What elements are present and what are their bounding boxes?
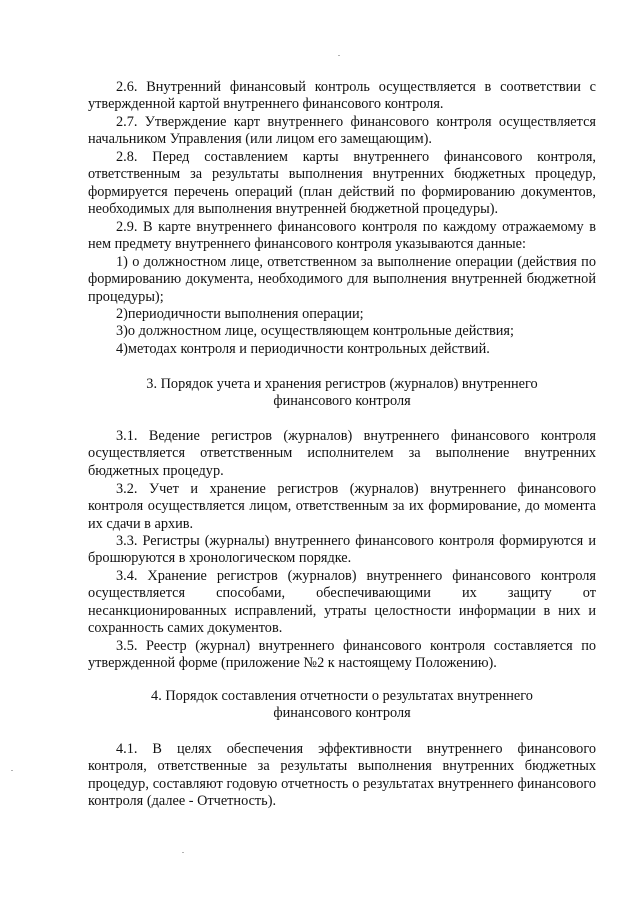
text-line: 2)периодичности выполнения операции; (116, 306, 364, 322)
text-line: контроля осуществляется лицом, ответственным за их формирование, до момента (88, 498, 596, 515)
scan-speck (182, 852, 184, 853)
text-line: осуществляется способами, обеспечивающими их защиту от (88, 585, 596, 602)
list-item-3 (88, 323, 596, 340)
paragraph-3-5 (88, 638, 596, 673)
paragraph-3-2 (88, 481, 596, 533)
heading-line: 3. Порядок учета и хранения регистров (журналов) внутреннего (146, 376, 538, 392)
text-line: 2.7. Утверждение карт внутреннего финансового контроля осуществляется (116, 114, 596, 130)
text-line: утвержденной форме (приложение №2 к настоящему Положению). (88, 655, 497, 672)
text-line: процедур, составляют годовую отчетность о результатах внутреннего финансового (88, 775, 596, 792)
text-line: 3.1. Ведение регистров (журналов) внутреннего финансового контроля (116, 428, 596, 444)
paragraph-3-4 (88, 568, 596, 637)
text-line: формируется перечень операций (план действий по формированию документов, (88, 183, 596, 200)
text-line: 3)о должностном лице, осуществляющем контрольные действия; (116, 323, 514, 339)
section-3-heading (88, 376, 596, 411)
text-line: 3.5. Реестр (журнал) внутреннего финансового контроля составляется по (116, 638, 596, 654)
heading-line: 4. Порядок составления отчетности о результатах внутреннего (151, 688, 533, 704)
text-line: нем предмету внутреннего финансового контроля указываются данные: (88, 236, 526, 253)
text-line: 3.2. Учет и хранение регистров (журналов) внутреннего финансового (116, 481, 596, 497)
text-line: 2.9. В карте внутреннего финансового контроля по каждому отражаемому в (116, 219, 596, 235)
list-item-1 (88, 254, 596, 306)
text-line: процедуры); (88, 288, 164, 305)
text-line: 3.4. Хранение регистров (журналов) внутреннего финансового контроля (116, 568, 596, 584)
text-line: осуществляется ответственным исполнителем за выполнение внутренних (88, 445, 596, 462)
text-line: 4.1. В целях обеспечения эффективности внутреннего финансового (116, 741, 596, 757)
text-line: 2.8. Перед составлением карты внутреннего финансового контроля, (116, 149, 596, 165)
list-item-2 (88, 306, 596, 323)
paragraph-2-9 (88, 219, 596, 254)
text-line: контроля (далее - Отчетность). (88, 792, 277, 809)
scan-speck (338, 55, 340, 56)
scan-speck (11, 770, 13, 771)
text-line: контроля, ответственные за результаты выполнения внутренних бюджетных (88, 758, 596, 775)
section-4-heading (88, 688, 596, 723)
text-line: их сдачи в архив. (88, 515, 194, 532)
heading-line: финансового контроля (273, 393, 411, 410)
text-line: формированию документа, необходимого для выполнения внутренней бюджетной (88, 271, 596, 288)
heading-line: финансового контроля (273, 705, 411, 722)
text-line: необходимых для выполнения внутренней бюджетной процедуры). (88, 200, 499, 217)
paragraph-2-8 (88, 149, 596, 218)
text-line: 2.6. Внутренний финансовый контроль осуществляется в соответствии с (116, 79, 596, 95)
paragraph-3-3 (88, 533, 596, 568)
text-line: бюджетных процедур. (88, 462, 224, 479)
text-line: брошюруются в хронологическом порядке. (88, 550, 352, 567)
paragraph-2-7 (88, 114, 596, 149)
text-line: 3.3. Регистры (журналы) внутреннего финансового контроля формируются и (116, 533, 596, 549)
text-line: утвержденной картой внутреннего финансового контроля. (88, 96, 444, 113)
text-line: сохранность самих документов. (88, 619, 283, 636)
text-line: несанкционированных исправлений, утраты целостности информации в них и (88, 602, 596, 619)
paragraph-3-1 (88, 428, 596, 480)
text-line: 1) о должностном лице, ответственном за выполнение операции (действия по (116, 254, 596, 270)
text-line: 4)методах контроля и периодичности контрольных действий. (116, 341, 490, 357)
list-item-4 (88, 341, 596, 358)
paragraph-2-6 (88, 79, 596, 114)
text-line: начальником Управления (или лицом его замещающим). (88, 131, 433, 148)
text-line: ответственным за результаты выполнения внутренних бюджетных процедур, (88, 166, 596, 183)
paragraph-4-1 (88, 741, 596, 810)
